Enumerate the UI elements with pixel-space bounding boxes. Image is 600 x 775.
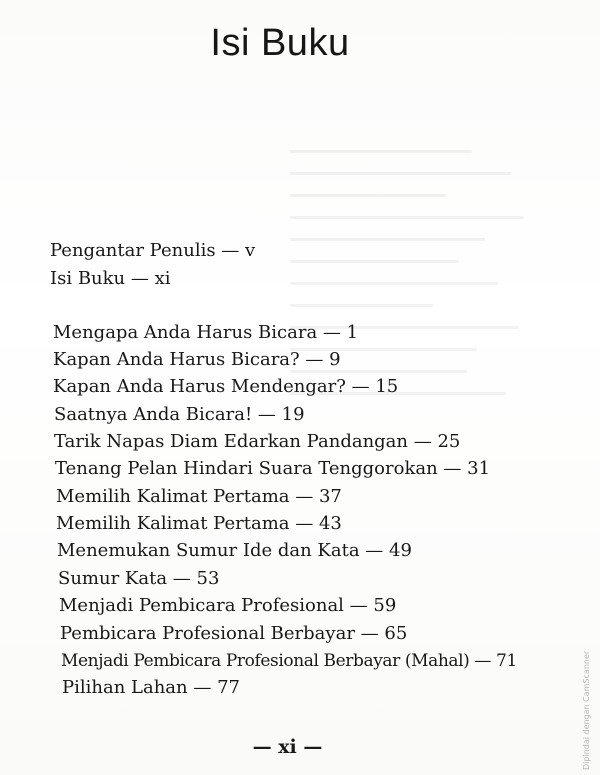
toc-entry-chapter-4 [54, 404, 305, 426]
toc-entry-chapter-9 [57, 540, 412, 562]
toc-entry-page: 53 [196, 568, 220, 589]
toc-entry-page: 43 [318, 513, 342, 534]
toc-entry-separator: — [215, 240, 246, 261]
toc-entry-page: 9 [329, 349, 341, 370]
toc-entry-title: Menjadi Pembicara Profesional [59, 595, 344, 616]
toc-entry-separator: — [187, 677, 218, 698]
toc-entry-title: Tenang Pelan Hindari Suara Tenggorokan [55, 458, 438, 479]
toc-entry-title: Menjadi Pembicara Profesional Berbayar (Mahal) [61, 651, 470, 671]
toc-entry-separator: — [469, 651, 497, 671]
page-number-footer: — xi — [252, 736, 323, 758]
toc-entry-page: 25 [437, 431, 461, 452]
toc-entry-separator: — [345, 376, 376, 397]
toc-entry-chapter-12 [60, 623, 407, 645]
toc-entry-page: 37 [318, 486, 342, 507]
toc-entry-separator: — [317, 322, 347, 343]
toc-entry-page: xi [154, 268, 171, 289]
toc-entry-page: 49 [389, 540, 412, 561]
toc-entry-chapter-2 [53, 349, 341, 371]
toc-entry-page: v [245, 240, 256, 261]
toc-entry-separator: — [252, 404, 282, 425]
toc-entry-separator: — [299, 349, 330, 370]
show-through-text [290, 150, 550, 450]
toc-entry-page: 15 [375, 376, 399, 397]
toc-entry-title: Memilih Kalimat Pertama [56, 513, 290, 534]
toc-entry-title: Pilihan Lahan [62, 677, 188, 698]
toc-entry-page: 71 [496, 651, 517, 671]
toc-entry-chapter-8 [56, 513, 342, 535]
toc-entry-separator: — [343, 595, 374, 616]
toc-entry-separator: — [289, 486, 319, 507]
toc-entry-separator: — [437, 458, 468, 479]
toc-entry-front-2 [50, 268, 171, 290]
toc-entry-page: 59 [373, 595, 397, 616]
toc-entry-page: 65 [384, 623, 408, 644]
scanner-watermark: Dipindai dengan CamScanner [582, 650, 591, 770]
toc-entry-title: Pembicara Profesional Berbayar [60, 623, 355, 644]
toc-entry-title: Mengapa Anda Harus Bicara [53, 322, 318, 343]
toc-entry-title: Tarik Napas Diam Edarkan Pandangan [54, 431, 409, 452]
toc-entry-page: 31 [467, 458, 491, 479]
toc-entry-chapter-10 [58, 568, 219, 590]
toc-entry-separator: — [289, 513, 319, 534]
toc-entry-front-1 [50, 240, 255, 262]
toc-entry-title: Isi Buku [50, 268, 126, 289]
toc-entry-chapter-13 [61, 650, 517, 672]
toc-entry-separator: — [408, 431, 438, 452]
toc-entry-title: Sumur Kata [58, 568, 168, 589]
toc-entry-title: Saatnya Anda Bicara! [54, 404, 253, 425]
toc-entry-chapter-11 [59, 595, 396, 617]
toc-entry-chapter-7 [56, 486, 342, 508]
page-title: Isi Buku [210, 22, 350, 64]
toc-entry-chapter-6 [55, 458, 490, 480]
toc-entry-separator: — [167, 568, 197, 589]
toc-entry-separator: — [359, 540, 390, 561]
toc-entry-title: Pengantar Penulis [50, 240, 216, 261]
toc-entry-separator: — [354, 623, 385, 644]
toc-entry-page: 19 [281, 404, 305, 425]
toc-entry-title: Kapan Anda Harus Bicara? [53, 349, 300, 370]
toc-entry-chapter-5 [54, 431, 460, 453]
toc-entry-title: Kapan Anda Harus Mendengar? [53, 376, 346, 397]
toc-entry-page: 1 [346, 322, 359, 343]
toc-entry-separator: — [125, 268, 155, 289]
toc-entry-page: 77 [217, 677, 240, 698]
toc-entry-title: Memilih Kalimat Pertama [56, 486, 290, 507]
toc-entry-chapter-1 [53, 322, 358, 344]
toc-entry-chapter-14 [62, 677, 240, 699]
toc-entry-title: Menemukan Sumur Ide dan Kata [57, 540, 360, 561]
toc-entry-chapter-3 [53, 376, 398, 398]
